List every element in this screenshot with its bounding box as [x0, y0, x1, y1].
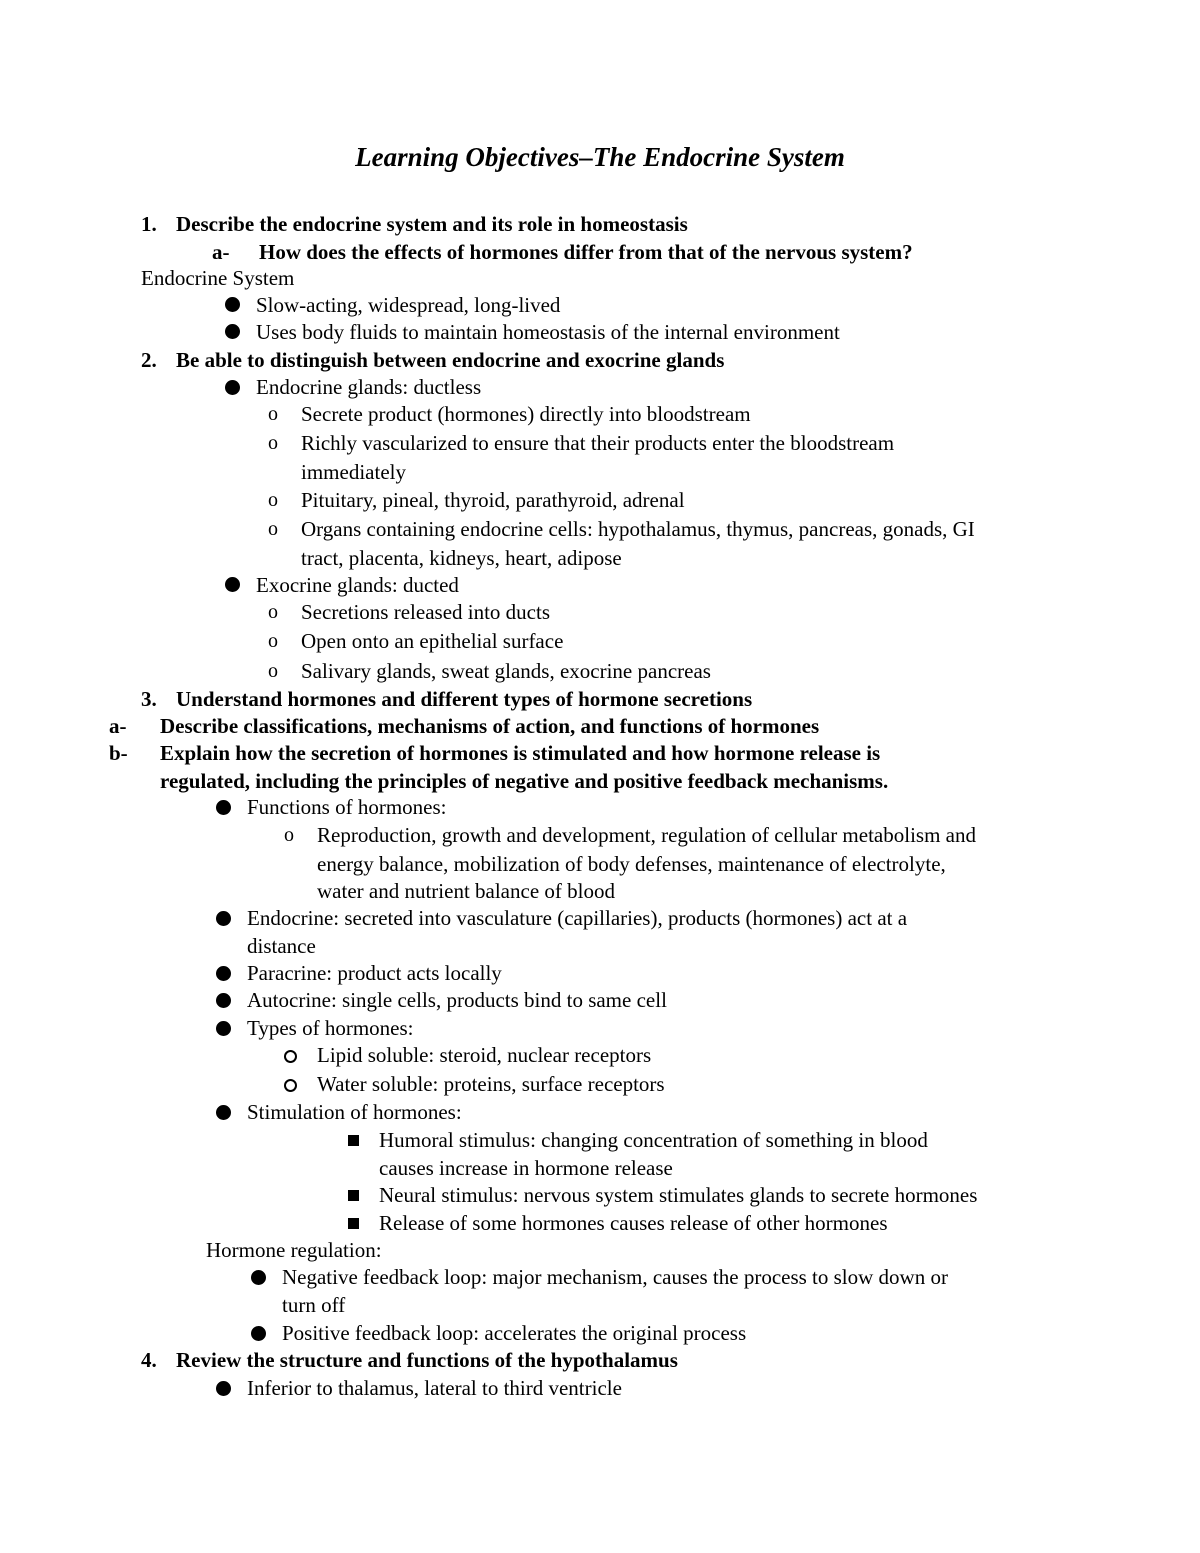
sub-objective-marker: a- [109, 714, 127, 738]
sub-objective-text-continued: regulated, including the principles of negative and positive feedback mechanisms. [160, 769, 889, 793]
sub-bullet-text-continued: energy balance, mobilization of body defenses, maintenance of electrolyte, [317, 852, 946, 876]
bullet-text: Negative feedback loop: major mechanism, causes the process to slow down or [282, 1265, 948, 1289]
sub-objective-text: How does the effects of hormones differ from that of the nervous system? [259, 240, 913, 264]
bullet-text: Functions of hormones: [247, 795, 447, 819]
sub-bullet-text: Lipid soluble: steroid, nuclear receptors [317, 1043, 652, 1067]
sub-objective-text: Describe classifications, mechanisms of action, and functions of hormones [160, 714, 820, 738]
bullet-text: Positive feedback loop: accelerates the original process [282, 1321, 747, 1345]
square-bullet-icon [348, 1135, 359, 1146]
sub-bullet-text: Organs containing endocrine cells: hypothalamus, thymus, pancreas, gonads, GI [301, 517, 975, 541]
bullet-dot-icon [251, 1270, 266, 1285]
sub-bullet-text: Reproduction, growth and development, regulation of cellular metabolism and [317, 823, 976, 847]
square-bullet-icon [348, 1218, 359, 1229]
sub-bullet-text: Secrete product (hormones) directly into bloodstream [301, 402, 751, 426]
bullet-dot-icon [251, 1326, 266, 1341]
sub-bullet-text-continued: water and nutrient balance of blood [317, 879, 615, 903]
sub-objective-marker: b- [109, 741, 128, 765]
square-bullet-icon [348, 1190, 359, 1201]
hollow-bullet-icon [284, 1079, 297, 1092]
objective-heading: Understand hormones and different types of hormone secretions [176, 687, 753, 711]
sub-bullet-o-icon: o [268, 432, 278, 454]
sub-bullet-text: Salivary glands, sweat glands, exocrine pancreas [301, 659, 711, 683]
bullet-dot-icon [216, 966, 231, 981]
objective-number: 3. [141, 687, 157, 711]
bullet-text: Exocrine glands: ducted [256, 573, 459, 597]
sub-bullet-o-icon: o [268, 630, 278, 652]
square-bullet-text-continued: causes increase in hormone release [379, 1156, 673, 1180]
sub-bullet-text: Secretions released into ducts [301, 600, 551, 624]
square-bullet-text: Neural stimulus: nervous system stimulates glands to secrete hormones [379, 1183, 978, 1207]
bullet-dot-icon [216, 1021, 231, 1036]
bullet-dot-icon [216, 800, 231, 815]
objective-heading: Describe the endocrine system and its role in homeostasis [176, 212, 688, 236]
bullet-text: Types of hormones: [247, 1016, 414, 1040]
document-title: Learning Objectives–The Endocrine System [355, 142, 845, 172]
section-label: Endocrine System [141, 266, 295, 290]
bullet-dot-icon [225, 577, 240, 592]
bullet-text: Stimulation of hormones: [247, 1100, 462, 1124]
bullet-dot-icon [216, 911, 231, 926]
bullet-text: Endocrine: secreted into vasculature (capillaries), products (hormones) act at a [247, 906, 908, 930]
sub-bullet-o-icon: o [268, 518, 278, 540]
objective-number: 1. [141, 212, 157, 236]
sub-objective-text: Explain how the secretion of hormones is stimulated and how hormone release is [160, 741, 881, 765]
square-bullet-text: Release of some hormones causes release of other hormones [379, 1211, 888, 1235]
sub-bullet-text: Pituitary, pineal, thyroid, parathyroid, adrenal [301, 488, 685, 512]
objective-number: 2. [141, 348, 157, 372]
bullet-text: Inferior to thalamus, lateral to third ventricle [247, 1376, 622, 1400]
sub-bullet-text: Water soluble: proteins, surface receptors [317, 1072, 665, 1096]
bullet-dot-icon [216, 993, 231, 1008]
sub-bullet-text-continued: immediately [301, 460, 406, 484]
bullet-text: Paracrine: product acts locally [247, 961, 502, 985]
bullet-dot-icon [216, 1105, 231, 1120]
bullet-dot-icon [225, 380, 240, 395]
bullet-dot-icon [216, 1381, 231, 1396]
sub-bullet-o-icon: o [268, 660, 278, 682]
bullet-dot-icon [225, 324, 240, 339]
square-bullet-text: Humoral stimulus: changing concentration of something in blood [379, 1128, 928, 1152]
bullet-text: Slow-acting, widespread, long-lived [256, 293, 561, 317]
bullet-text: Autocrine: single cells, products bind to same cell [247, 988, 667, 1012]
sub-bullet-o-icon: o [268, 403, 278, 425]
sub-bullet-o-icon: o [268, 489, 278, 511]
sub-bullet-text: Richly vascularized to ensure that their products enter the bloodstream [301, 431, 895, 455]
sub-objective-marker: a- [212, 240, 230, 264]
sub-bullet-text: Open onto an epithelial surface [301, 629, 564, 653]
objective-number: 4. [141, 1348, 157, 1372]
bullet-text-continued: turn off [282, 1293, 346, 1317]
bullet-text: Uses body fluids to maintain homeostasis of the internal environment [256, 320, 840, 344]
objective-heading: Be able to distinguish between endocrine and exocrine glands [176, 348, 725, 372]
sub-bullet-o-icon: o [268, 601, 278, 623]
bullet-dot-icon [225, 297, 240, 312]
bullet-text-continued: distance [247, 934, 316, 958]
hollow-bullet-icon [284, 1050, 297, 1063]
bullet-text: Endocrine glands: ductless [256, 375, 482, 399]
objective-heading: Review the structure and functions of the hypothalamus [176, 1348, 678, 1372]
sub-bullet-text-continued: tract, placenta, kidneys, heart, adipose [301, 546, 622, 570]
section-label: Hormone regulation: [206, 1238, 382, 1262]
sub-bullet-o-icon: o [284, 824, 294, 846]
